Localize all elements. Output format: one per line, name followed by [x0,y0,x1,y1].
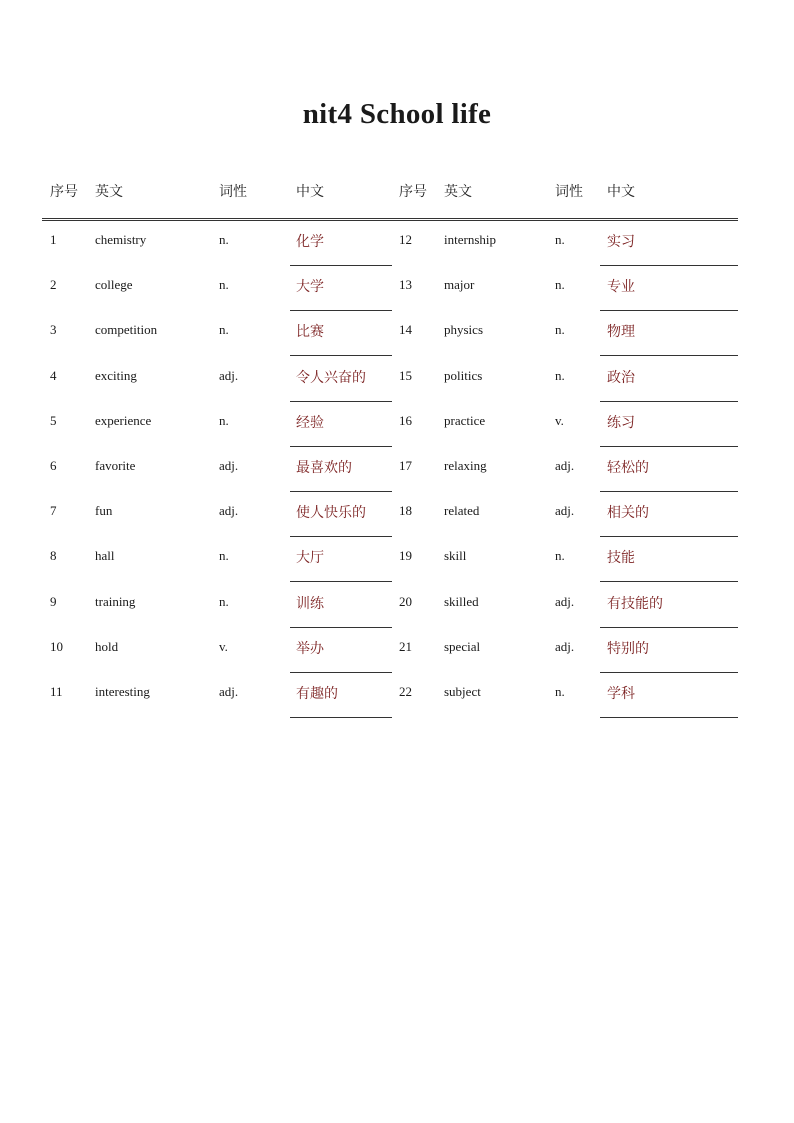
left-number: 3 [50,322,57,338]
left-part-of-speech: v. [219,638,228,654]
left-chinese-meaning: 比赛 [296,324,324,341]
right-part-of-speech: adj. [555,593,575,609]
right-number: 19 [399,548,412,564]
right-number: 14 [399,322,412,338]
right-part-of-speech: adj. [555,457,575,473]
table-row [42,492,738,537]
left-english-word: college [95,277,133,293]
left-part-of-speech: adj. [219,503,239,519]
left-part-of-speech: n. [219,277,229,293]
left-number: 10 [50,638,63,654]
table-row [42,628,738,673]
left-part-of-speech: n. [219,322,229,338]
right-part-of-speech: v. [555,412,564,428]
right-chinese-meaning: 轻松的 [607,459,649,476]
table-row [42,221,738,266]
left-chinese-meaning: 训练 [296,595,324,612]
left-number: 11 [50,683,63,699]
header-en-right: 英文 [444,184,472,200]
left-part-of-speech: adj. [219,683,239,699]
left-english-word: hold [95,638,119,654]
left-number: 7 [50,503,57,519]
left-english-word: chemistry [95,232,147,247]
right-number: 16 [399,412,412,428]
left-part-of-speech: adj. [219,457,239,473]
left-chinese-meaning: 令人兴奋的 [296,369,366,386]
right-number: 21 [399,638,412,654]
left-chinese-meaning: 有趣的 [296,685,338,702]
right-part-of-speech: adj. [555,638,575,654]
right-chinese-meaning: 政治 [607,369,635,386]
right-english-word: internship [444,232,496,247]
table-row [42,266,738,311]
page-title: nit4 School life [302,98,492,130]
header-en-left: 英文 [95,184,123,200]
left-chinese-meaning: 举办 [296,640,324,657]
table-body [42,221,738,718]
right-part-of-speech: n. [555,683,565,699]
right-english-word: related [444,503,480,519]
header-zh-left: 中文 [296,184,324,200]
right-number: 18 [399,503,412,519]
right-english-word: skilled [444,593,479,609]
right-chinese-meaning: 专业 [607,279,635,296]
left-number: 9 [50,593,57,609]
right-part-of-speech: n. [555,322,565,338]
right-english-word: physics [444,322,483,338]
left-english-word: experience [95,412,152,428]
left-chinese-meaning: 化学 [296,234,324,250]
table-header [42,168,738,221]
table-row [42,583,738,628]
right-part-of-speech: n. [555,277,565,293]
left-number: 5 [50,412,57,428]
left-english-word: fun [95,503,113,519]
vocabulary-table [42,168,738,718]
left-chinese-meaning: 大厅 [296,550,324,567]
left-part-of-speech: n. [219,232,229,247]
header-pos-right: 词性 [555,184,583,200]
right-part-of-speech: n. [555,232,565,247]
left-part-of-speech: adj. [219,367,239,383]
right-english-word: subject [444,683,481,699]
right-chinese-meaning: 有技能的 [607,595,663,612]
table-row [42,673,738,718]
right-english-word: relaxing [444,457,487,473]
right-number: 17 [399,457,412,473]
left-chinese-meaning: 大学 [296,279,324,296]
right-chinese-meaning: 特别的 [607,640,649,657]
left-english-word: interesting [95,683,150,699]
left-number: 2 [50,277,57,293]
right-english-word: skill [444,548,467,564]
left-number: 6 [50,457,57,473]
header-pos-left: 词性 [219,184,247,200]
right-part-of-speech: n. [555,367,565,383]
right-chinese-meaning: 练习 [607,414,635,431]
table-row [42,447,738,492]
right-number: 12 [399,232,412,247]
left-part-of-speech: n. [219,548,229,564]
right-chinese-meaning: 实习 [607,234,635,250]
right-english-word: politics [444,367,483,383]
right-chinese-meaning: 物理 [607,324,635,341]
left-part-of-speech: n. [219,412,229,428]
right-number: 22 [399,683,412,699]
header-no-right: 序号 [399,184,427,200]
right-chinese-meaning: 相关的 [607,505,649,522]
right-number: 13 [399,277,412,293]
left-english-word: training [95,593,136,609]
table-row [42,357,738,402]
left-chinese-meaning: 经验 [296,414,324,431]
right-number: 20 [399,593,412,609]
answer-underline [600,717,738,718]
left-part-of-speech: n. [219,593,229,609]
left-number: 1 [50,232,57,247]
left-chinese-meaning: 使人快乐的 [296,505,366,522]
left-english-word: exciting [95,367,137,383]
table-row [42,402,738,447]
right-part-of-speech: n. [555,548,565,564]
answer-underline [290,717,392,718]
left-english-word: competition [95,322,158,338]
left-number: 4 [50,367,57,383]
table-row [42,537,738,582]
right-part-of-speech: adj. [555,503,575,519]
right-english-word: special [444,638,481,654]
header-zh-right: 中文 [607,184,635,200]
left-english-word: hall [95,548,115,564]
right-chinese-meaning: 学科 [607,685,635,702]
header-no-left: 序号 [50,184,78,200]
left-english-word: favorite [95,457,136,473]
left-chinese-meaning: 最喜欢的 [296,459,352,476]
right-number: 15 [399,367,412,383]
table-row [42,311,738,356]
left-number: 8 [50,548,57,564]
right-chinese-meaning: 技能 [607,550,635,567]
right-english-word: major [444,277,475,293]
right-english-word: practice [444,412,486,428]
